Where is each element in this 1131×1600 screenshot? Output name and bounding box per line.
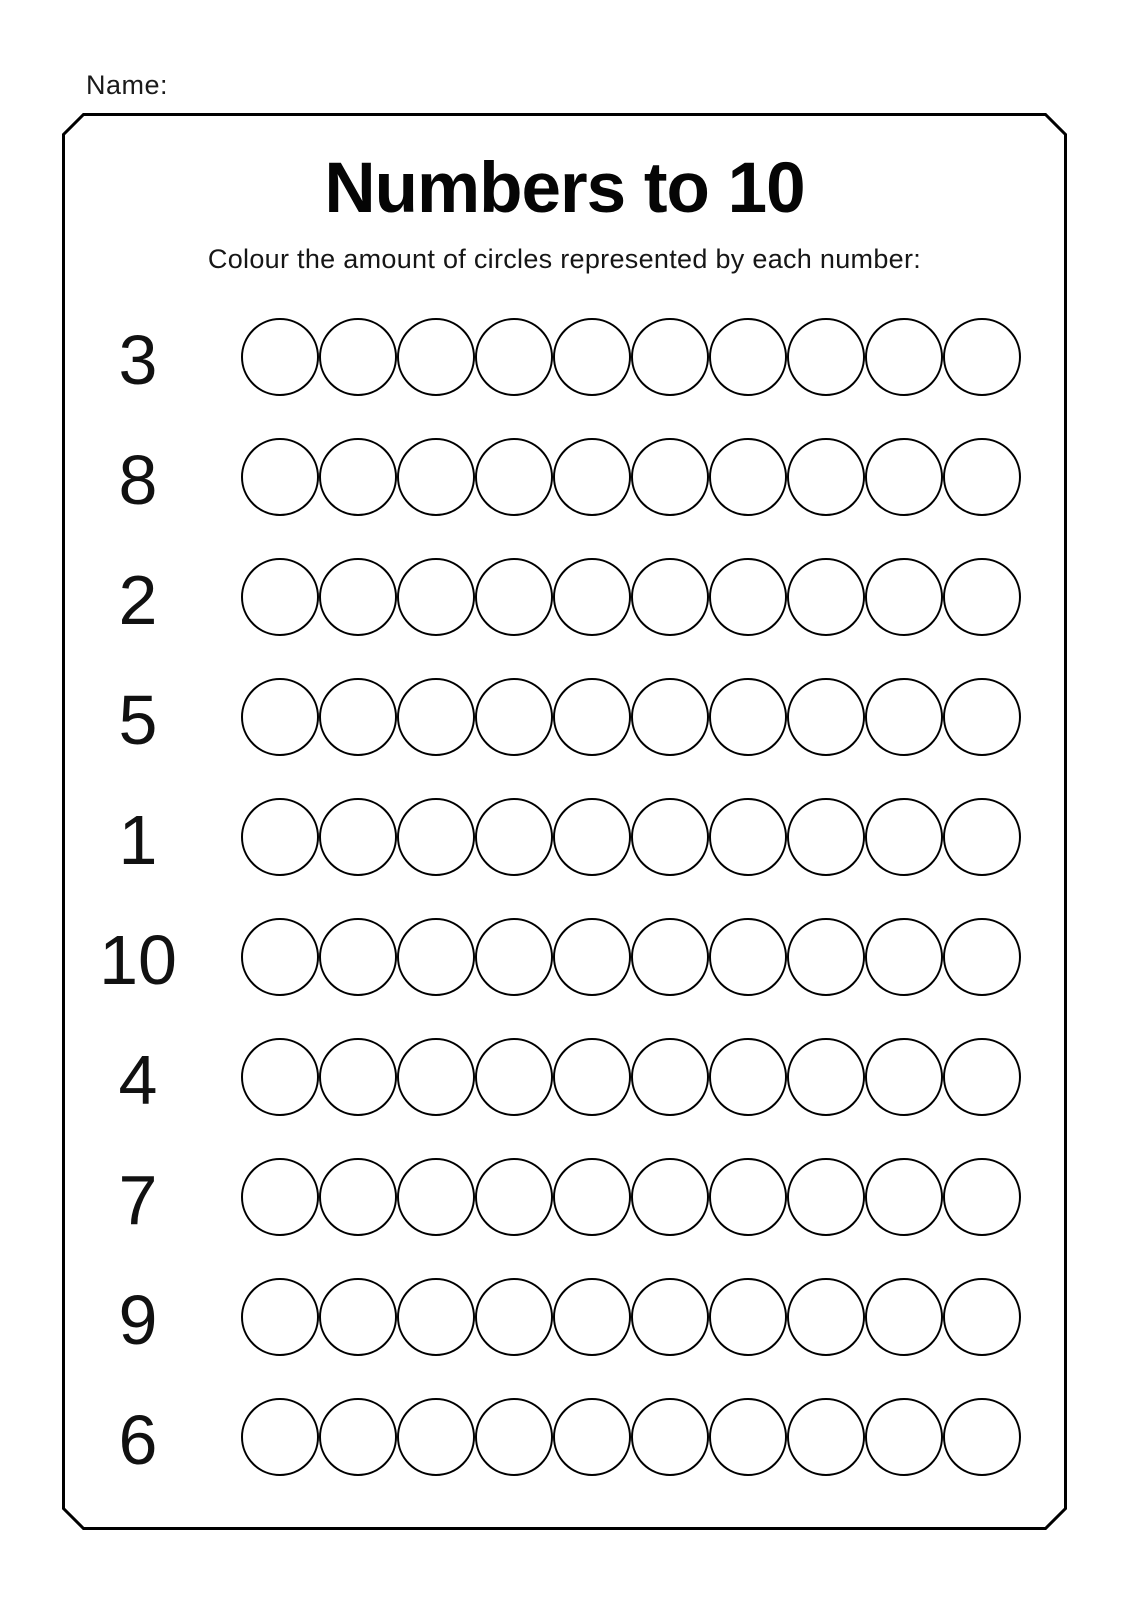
colorable-circle[interactable] [865,798,943,876]
colorable-circle[interactable] [553,558,631,636]
circle-strip [241,1398,1021,1476]
colorable-circle[interactable] [865,558,943,636]
colorable-circle[interactable] [709,558,787,636]
worksheet-row [62,1257,1067,1377]
colorable-circle[interactable] [397,678,475,756]
circle-strip [241,318,1021,396]
colorable-circle[interactable] [475,1398,553,1476]
worksheet-row [62,1137,1067,1257]
row-number: 2 [118,561,158,639]
colorable-circle[interactable] [943,798,1021,876]
colorable-circle[interactable] [631,558,709,636]
colorable-circle[interactable] [787,318,865,396]
colorable-circle[interactable] [397,1278,475,1356]
colorable-circle[interactable] [631,1158,709,1236]
colorable-circle[interactable] [787,918,865,996]
colorable-circle[interactable] [475,1038,553,1116]
circle-strip [241,1038,1021,1116]
colorable-circle[interactable] [631,1038,709,1116]
colorable-circle[interactable] [943,1158,1021,1236]
colorable-circle[interactable] [943,558,1021,636]
colorable-circle[interactable] [241,1038,319,1116]
colorable-circle[interactable] [319,558,397,636]
colorable-circle[interactable] [943,918,1021,996]
colorable-circle[interactable] [709,918,787,996]
colorable-circle[interactable] [397,1158,475,1236]
colorable-circle[interactable] [943,1038,1021,1116]
colorable-circle[interactable] [709,678,787,756]
row-number: 10 [99,921,177,999]
colorable-circle[interactable] [319,798,397,876]
colorable-circle[interactable] [631,1278,709,1356]
colorable-circle[interactable] [397,798,475,876]
colorable-circle[interactable] [241,558,319,636]
colorable-circle[interactable] [709,438,787,516]
colorable-circle[interactable] [631,1398,709,1476]
circle-strip [241,678,1021,756]
circle-strip [241,918,1021,996]
row-number: 1 [118,801,158,879]
name-label: Name: [86,70,169,100]
worksheet-row [62,657,1067,777]
colorable-circle[interactable] [709,1038,787,1116]
colorable-circle[interactable] [241,1158,319,1236]
colorable-circle[interactable] [865,1398,943,1476]
colorable-circle[interactable] [553,678,631,756]
colorable-circle[interactable] [865,318,943,396]
colorable-circle[interactable] [241,678,319,756]
colorable-circle[interactable] [943,1398,1021,1476]
colorable-circle[interactable] [553,798,631,876]
colorable-circle[interactable] [787,1278,865,1356]
colorable-circle[interactable] [553,918,631,996]
colorable-circle[interactable] [553,1158,631,1236]
colorable-circle[interactable] [709,1158,787,1236]
worksheet-instruction: Colour the amount of circles represented by each number: [207,244,922,274]
colorable-circle[interactable] [319,678,397,756]
colorable-circle[interactable] [397,318,475,396]
worksheet-row [62,1377,1067,1497]
colorable-circle[interactable] [397,918,475,996]
row-number: 6 [118,1401,158,1479]
rows [62,297,1067,1497]
circle-strip [241,1158,1021,1236]
colorable-circle[interactable] [865,1278,943,1356]
colorable-circle[interactable] [475,438,553,516]
colorable-circle[interactable] [241,1398,319,1476]
worksheet-row [62,537,1067,657]
colorable-circle[interactable] [397,1398,475,1476]
colorable-circle[interactable] [787,438,865,516]
colorable-circle[interactable] [631,438,709,516]
colorable-circle[interactable] [475,318,553,396]
colorable-circle[interactable] [943,318,1021,396]
row-number: 8 [118,441,158,519]
circle-strip [241,798,1021,876]
colorable-circle[interactable] [553,1038,631,1116]
colorable-circle[interactable] [319,1038,397,1116]
colorable-circle[interactable] [709,798,787,876]
colorable-circle[interactable] [553,1398,631,1476]
colorable-circle[interactable] [787,678,865,756]
worksheet-title: Numbers to 10 [324,149,805,228]
colorable-circle[interactable] [865,438,943,516]
colorable-circle[interactable] [631,798,709,876]
colorable-circle[interactable] [319,1278,397,1356]
colorable-circle[interactable] [397,558,475,636]
colorable-circle[interactable] [865,1158,943,1236]
colorable-circle[interactable] [943,438,1021,516]
circle-strip [241,438,1021,516]
worksheet-row [62,897,1067,1017]
colorable-circle[interactable] [319,1398,397,1476]
colorable-circle[interactable] [943,1278,1021,1356]
colorable-circle[interactable] [631,918,709,996]
colorable-circle[interactable] [553,1278,631,1356]
colorable-circle[interactable] [241,318,319,396]
colorable-circle[interactable] [631,318,709,396]
colorable-circle[interactable] [475,558,553,636]
colorable-circle[interactable] [319,318,397,396]
colorable-circle[interactable] [709,1278,787,1356]
colorable-circle[interactable] [787,1158,865,1236]
row-number: 4 [118,1041,158,1119]
colorable-circle[interactable] [475,1278,553,1356]
colorable-circle[interactable] [241,918,319,996]
colorable-circle[interactable] [397,1038,475,1116]
circle-strip [241,1278,1021,1356]
worksheet-sheet [62,113,1067,1530]
colorable-circle[interactable] [475,678,553,756]
colorable-circle[interactable] [319,438,397,516]
colorable-circle[interactable] [865,1038,943,1116]
circle-strip [241,558,1021,636]
colorable-circle[interactable] [631,678,709,756]
colorable-circle[interactable] [709,1398,787,1476]
colorable-circle[interactable] [241,1278,319,1356]
colorable-circle[interactable] [787,1398,865,1476]
colorable-circle[interactable] [865,918,943,996]
row-number: 9 [118,1281,158,1359]
colorable-circle[interactable] [241,798,319,876]
colorable-circle[interactable] [787,1038,865,1116]
worksheet-row [62,1017,1067,1137]
colorable-circle[interactable] [475,918,553,996]
colorable-circle[interactable] [943,678,1021,756]
row-number: 5 [118,681,158,759]
worksheet-row [62,777,1067,897]
colorable-circle[interactable] [241,438,319,516]
worksheet-row [62,417,1067,537]
colorable-circle[interactable] [319,1158,397,1236]
row-number: 3 [118,321,158,399]
colorable-circle[interactable] [553,438,631,516]
worksheet-row [62,297,1067,417]
colorable-circle[interactable] [787,798,865,876]
colorable-circle[interactable] [475,798,553,876]
colorable-circle[interactable] [319,918,397,996]
colorable-circle[interactable] [865,678,943,756]
row-number: 7 [118,1161,158,1239]
colorable-circle[interactable] [397,438,475,516]
colorable-circle[interactable] [787,558,865,636]
colorable-circle[interactable] [475,1158,553,1236]
colorable-circle[interactable] [709,318,787,396]
colorable-circle[interactable] [553,318,631,396]
